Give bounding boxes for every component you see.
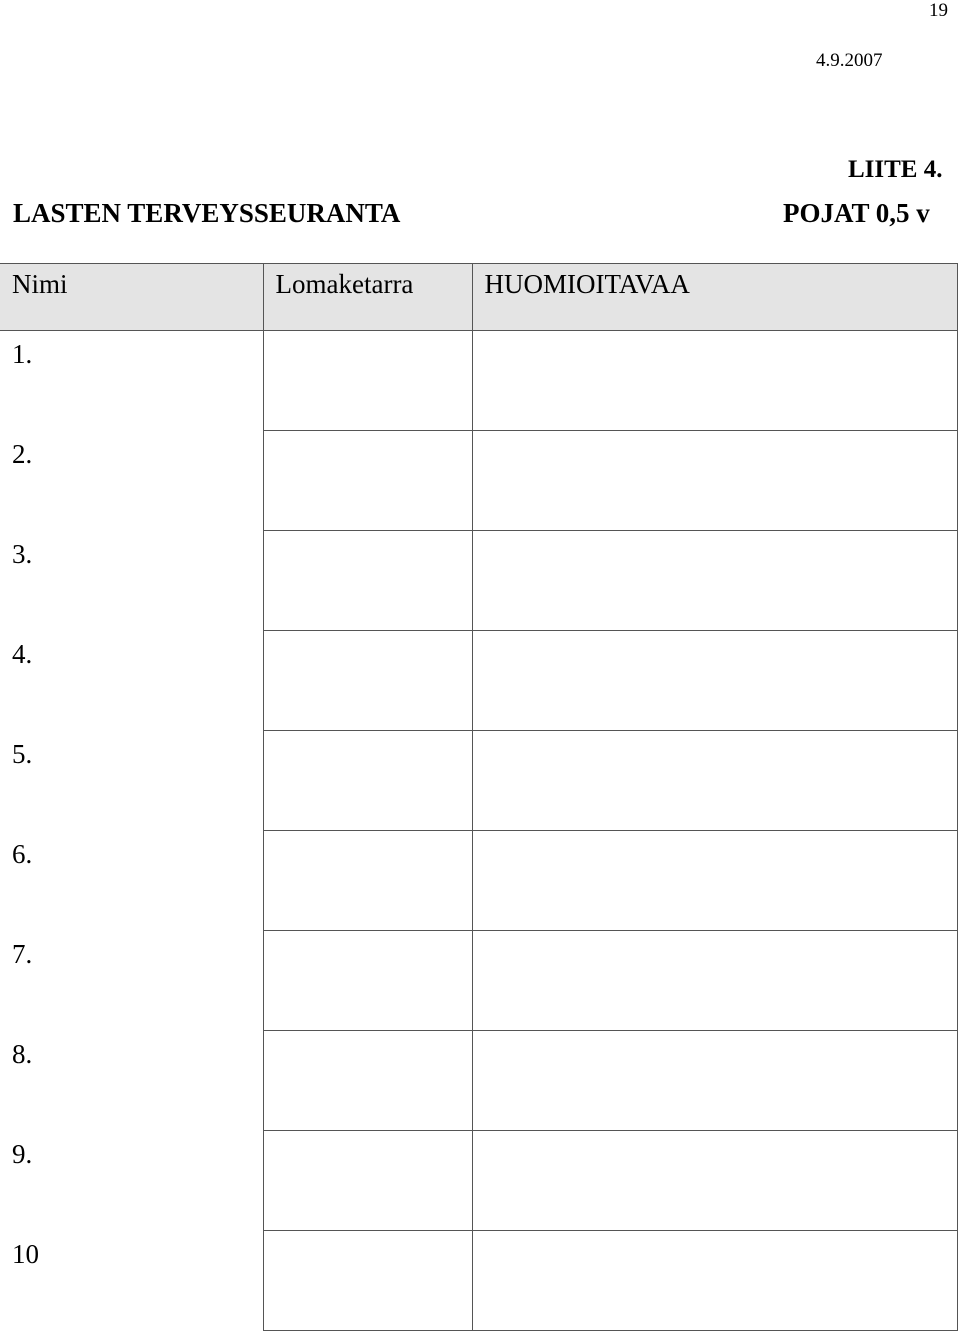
- document-subtitle: POJAT 0,5 v: [783, 198, 930, 228]
- column-header-huomioitavaa: HUOMIOITAVAA: [472, 264, 957, 331]
- row-number: 1.: [12, 339, 33, 369]
- table-body: [0, 331, 957, 1331]
- table-row: [0, 731, 957, 831]
- huomioitavaa-cell[interactable]: [472, 931, 957, 1031]
- lomaketarra-value: [264, 1131, 472, 1139]
- row-number-cell: [0, 1231, 263, 1331]
- table-row: [0, 1131, 957, 1231]
- table-row: [0, 1231, 957, 1331]
- huomioitavaa-cell[interactable]: [472, 731, 957, 831]
- row-number-cell: [0, 831, 263, 931]
- lomaketarra-value: [264, 431, 472, 439]
- row-number: 9.: [12, 1138, 33, 1169]
- lomaketarra-value: [264, 631, 472, 639]
- lomaketarra-value: [264, 931, 472, 939]
- appendix-label: LIITE 4.: [848, 156, 943, 183]
- table-row: [0, 1031, 957, 1131]
- lomaketarra-value: [264, 1231, 472, 1239]
- huomioitavaa-cell[interactable]: [472, 1231, 957, 1331]
- lomaketarra-value: [264, 731, 472, 739]
- document-date: 4.9.2007: [816, 50, 883, 71]
- row-number: 7.: [12, 938, 33, 969]
- row-number-cell: [0, 431, 263, 531]
- row-number-cell: [0, 531, 263, 631]
- huomioitavaa-cell[interactable]: [472, 331, 957, 431]
- huomioitavaa-value: [473, 631, 957, 639]
- huomioitavaa-cell[interactable]: [472, 831, 957, 931]
- huomioitavaa-value: [473, 331, 957, 339]
- lomaketarra-cell[interactable]: [263, 1031, 472, 1131]
- huomioitavaa-value: [473, 531, 957, 539]
- lomaketarra-cell[interactable]: [263, 631, 472, 731]
- page-number: 19: [929, 0, 948, 21]
- table-row: [0, 531, 957, 631]
- document-title: LASTEN TERVEYSSEURANTA: [13, 198, 401, 228]
- table-row: [0, 831, 957, 931]
- lomaketarra-value: [264, 331, 472, 339]
- lomaketarra-cell[interactable]: [263, 531, 472, 631]
- lomaketarra-cell[interactable]: [263, 331, 472, 431]
- row-number: 10: [12, 1238, 39, 1269]
- row-number-cell: [0, 731, 263, 831]
- huomioitavaa-cell[interactable]: [472, 531, 957, 631]
- huomioitavaa-value: [473, 431, 957, 439]
- huomioitavaa-value: [473, 1231, 957, 1239]
- lomaketarra-cell[interactable]: [263, 1231, 472, 1331]
- row-number-cell: [0, 1131, 263, 1231]
- table-row: [0, 331, 957, 431]
- lomaketarra-value: [264, 1031, 472, 1039]
- lomaketarra-cell[interactable]: [263, 731, 472, 831]
- row-number-cell: [0, 1031, 263, 1131]
- lomaketarra-cell[interactable]: [263, 1131, 472, 1231]
- row-number-cell: [0, 331, 263, 431]
- huomioitavaa-cell[interactable]: [472, 431, 957, 531]
- huomioitavaa-value: [473, 731, 957, 739]
- row-number: 4.: [12, 638, 33, 669]
- huomioitavaa-cell[interactable]: [472, 1131, 957, 1231]
- huomioitavaa-value: [473, 1031, 957, 1039]
- lomaketarra-cell[interactable]: [263, 831, 472, 931]
- row-number-cell: [0, 931, 263, 1031]
- row-number: 8.: [12, 1038, 33, 1069]
- lomaketarra-value: [264, 831, 472, 839]
- row-number: 2.: [12, 438, 33, 469]
- table-row: [0, 631, 957, 731]
- row-number: 5.: [12, 738, 33, 769]
- huomioitavaa-cell[interactable]: [472, 1031, 957, 1131]
- health-tracking-table: [0, 263, 958, 1331]
- row-number: 6.: [12, 838, 33, 869]
- lomaketarra-value: [264, 531, 472, 539]
- row-number: 3.: [12, 538, 33, 569]
- huomioitavaa-value: [473, 931, 957, 939]
- column-header-lomaketarra: Lomaketarra: [263, 264, 472, 331]
- column-header-nimi: Nimi: [0, 264, 263, 331]
- lomaketarra-cell[interactable]: [263, 431, 472, 531]
- huomioitavaa-cell[interactable]: [472, 631, 957, 731]
- table-row: [0, 931, 957, 1031]
- lomaketarra-cell[interactable]: [263, 931, 472, 1031]
- table-row: [0, 431, 957, 531]
- table-header-row: [0, 264, 957, 331]
- huomioitavaa-value: [473, 831, 957, 839]
- huomioitavaa-value: [473, 1131, 957, 1139]
- row-number-cell: [0, 631, 263, 731]
